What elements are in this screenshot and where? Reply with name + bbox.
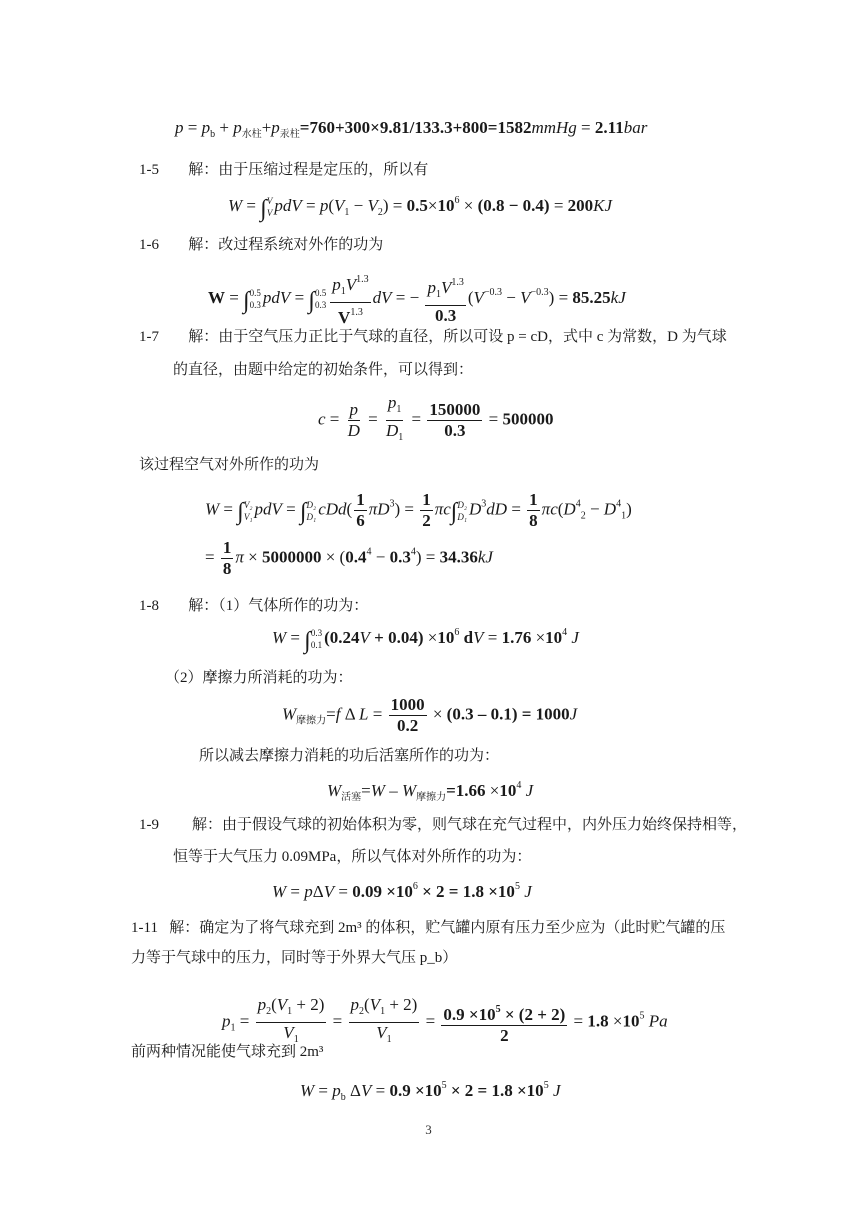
problem-1-11-text-line2: 力等于气球中的压力，同时等于外界大气压 p_b） bbox=[131, 950, 458, 966]
problem-1-9-text-line2: 恒等于大气压力 0.09MPa，所以气体对外所作的功为： bbox=[173, 849, 532, 865]
problem-1-7-equation-result: = $\frac{1}{8}$ $\pi \times 5000000 \times (0.4^4 - 0.3^4) = 34.36kJ$ bbox=[205, 538, 493, 578]
problem-1-11-equation-work: $W = p_b$ $\Delta V = 0.9 \times 10^5 \times 2 = 1.8 \times 10^5$ J bbox=[300, 1080, 561, 1103]
problem-1-7-text-line1: 1-7 解：由于空气压力正比于气球的直径，所以可设 p = cD，式中 c 为常数，D 为气球 bbox=[139, 329, 727, 345]
problem-1-6-text: 1-6 解：改过程系统对外作的功为 bbox=[139, 237, 384, 253]
problem-1-8-text-line1: 1-8 解：（1）气体所作的功为： bbox=[139, 598, 369, 614]
problem-1-7-text-line2: 的直径，由题中给定的初始条件，可以得到： bbox=[173, 362, 474, 378]
problem-1-11-equation-p1: $p_1$ = $\frac{p_2(V_1 + 2)}{V_1}$ = $\frac{p_2(V_1 + 2)}{V_1}$ = $\frac{0.9 \times 10^5 \times (2 + 2)}{2}$ = $1.8 \times 10^5$ Pa bbox=[222, 995, 668, 1045]
problem-1-8-equation-piston: $W_{活塞}=W - W_{摩擦力}=1.66 \times 10^4$ J bbox=[327, 780, 534, 803]
problem-1-5-equation: W = ∫ V V pdV = $p(V_1 - V_2) = 0.5\times 10^6 \times (0.8 - 0.4) = 200KJ$ bbox=[228, 195, 613, 222]
problem-1-7-equation-work: W = ∫ V₂ V₁ pdV = ∫ D₂ D₁ cDd( $\frac{1}{6}$ $\pi D^3$) = $\frac{1}{2}$ πc∫ D₂ D₁ $D^3dD$ = $\frac{1}{8}$ $\pi c(D^4_2 - D^4_1)$ bbox=[205, 490, 632, 530]
problem-1-8-text-line2: （2）摩擦力所消耗的功为： bbox=[165, 670, 353, 686]
problem-1-11-text-line3: 前两种情况能使气球充到 2m³ bbox=[131, 1044, 324, 1060]
problem-1-11-text-line1: 1-11 解：确定为了将气球充到 2m³ 的体积，贮气罐内原有压力至少应为（此时贮气罐的压 bbox=[131, 920, 726, 936]
problem-number: 1-5 bbox=[139, 162, 159, 178]
problem-1-7-text-line3: 该过程空气对外所作的功为 bbox=[139, 457, 320, 473]
page-number: 3 bbox=[425, 1122, 432, 1137]
problem-1-9-text-line1: 1-9 解：由于假设气球的初始体积为零，则气球在充气过程中，内外压力始终保持相等， bbox=[139, 817, 748, 833]
problem-1-8-equation-gas-work: W = ∫ 0.3 0.1 $(0.24V + 0.04) \times 10^6$ dV = $1.76 \times 10^4$ J bbox=[272, 627, 579, 654]
problem-1-5-text: 1-5 解：由于压缩过程是定压的，所以有 bbox=[139, 162, 429, 178]
problem-1-9-equation: $W = p\Delta V = 0.09 \times 10^6 \times 2 = 1.8 \times 10^5$ J bbox=[272, 881, 532, 901]
problem-1-6-equation: W = ∫ 0.5 0.3 pdV = ∫ 0.5 0.3 $\frac{p_1V^{1.3}}{V^{1.3}}$ dV = − $\frac{p_1V^{1.3}}{0.3}$ $(V^{-0.3} - V^{-0.3}) = 85.25kJ$ bbox=[208, 270, 626, 328]
problem-1-7-equation-c: c = $\frac{p}{D}$ = $\frac{p_1}{D_1}$ = $\frac{150000}{0.3}$ = 500000 bbox=[318, 393, 554, 443]
problem-1-8-text-line3: 所以减去摩擦力消耗的功后活塞所作的功为： bbox=[199, 748, 500, 764]
problem-1-8-equation-friction: $W_{摩擦力}=f$ Δ L = $\frac{1000}{0.2}$ × (0.3 – 0.1) = 1000J bbox=[282, 695, 578, 735]
equation-total-pressure: $p = p_b$ + $p_{水柱}+p_{汞柱}=760+300\times 9.81/133.3+800=1582mmHg = 2.11bar$ bbox=[175, 118, 648, 140]
